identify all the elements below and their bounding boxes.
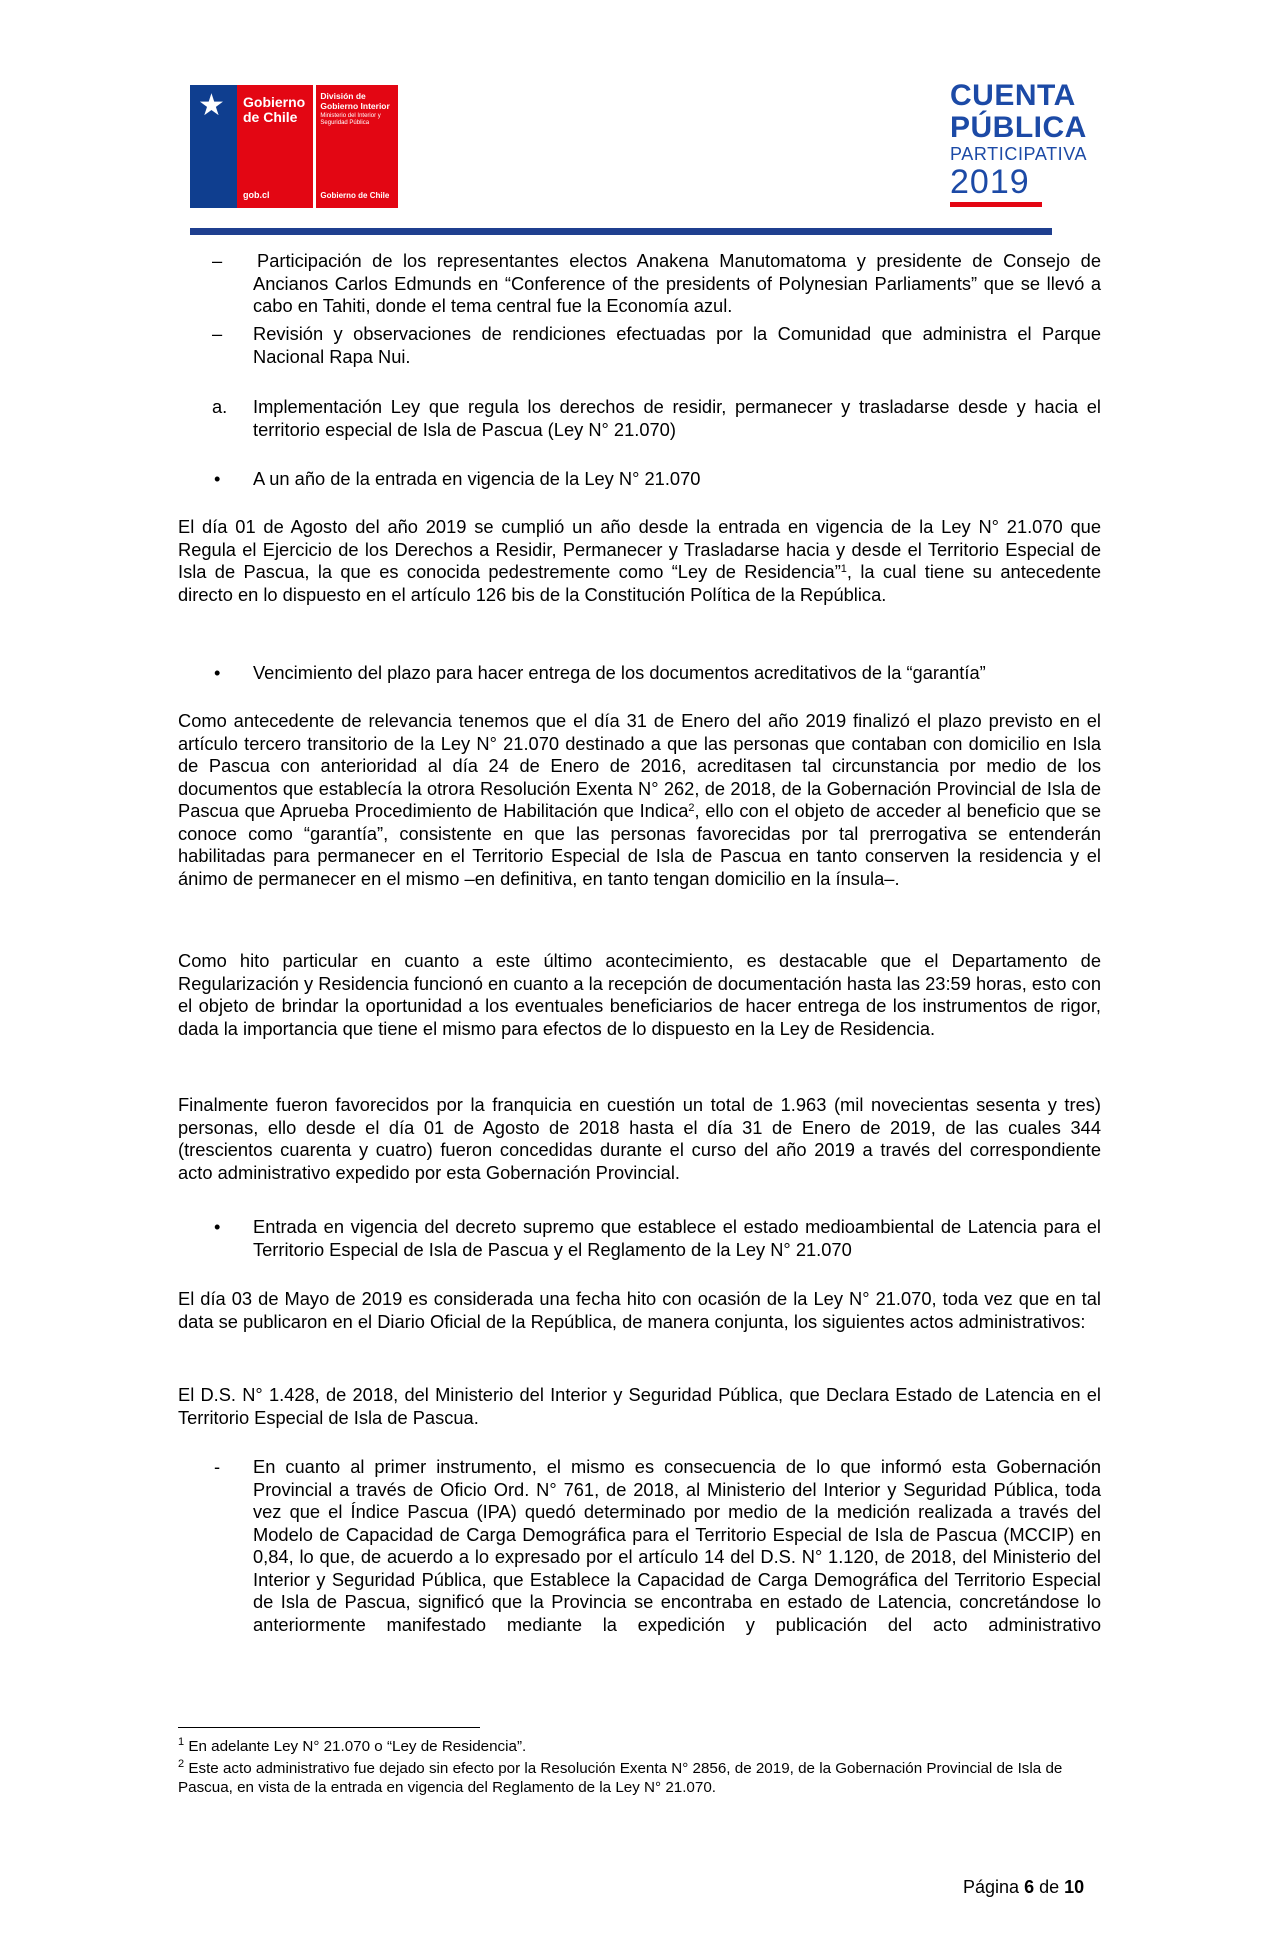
paragraph-2: Como antecedente de relevancia tenemos que el día 31 de Enero del año 2019 finalizó el plazo previsto en el artículo tercero transitorio de la Ley N° 21.070 destinado a que las personas que contaban con domicilio en Isla de Pascua con anterioridad al día 24 de Enero de 2016, acreditasen tal circunstancia por medio de los documentos que establecía la otrora Resolución Exenta N° 262, de 2018, de la Gobernación Provincial de Isla de Pascua que Aprueba Procedimiento de Habilitación que Indica$^2$, ello con el objeto de acceder al beneficio que se conoce como “garantía”, consistente en que las personas favorecidas por tal prerrogativa se entenderán habilitadas para permanecer en el Territorio Especial de Isla de Pascua en tanto conserven la residencia y el ánimo de permanecer en el mismo –en definitiva, en tanto tengan domicilio en la ínsula–. (178, 710, 1101, 889)
paragraph-3: Como hito particular en cuanto a este último acontecimiento, es destacable que el Departamento de Regularización y Residencia funcionó en cuanto a la recepción de documentación hasta las 23:59 horas, esto con el objeto de brindar la oportunidad a los eventuales beneficiarios de hacer entrega de los instrumentos de rigor, dada la importancia que tiene el mismo para efectos de lo dispuesto en la Ley de Residencia. (178, 950, 1101, 1039)
hyphen-item-1: En cuanto al primer instrumento, el mismo es consecuencia de lo que informó esta Gobernación Provincial a través de Oficio Ord. N° 761, de 2018, al Ministerio del Interior y Seguridad Pública, toda vez que el Índice Pascua (IPA) quedó determinado por medio de la medición realizada a través del Modelo de Capacidad de Carga Demográfica para el Territorio Especial de Isla de Pascua (MCCIP) en 0,84, lo que, de acuerdo a lo expresado por el artículo 14 del D.S. N° 1.120, de 2018, del Ministerio del Interior y Seguridad Pública, que Establece la Capacidad de Carga Demográfica del Territorio Especial de Isla de Pascua, significó que la Provincia se encontraba en estado de Latencia, concretándose lo anteriormente manifestado mediante la expedición y publicación del acto administrativo (253, 1456, 1101, 1635)
gobierno-name: Gobierno de Chile (243, 94, 306, 125)
footnote-ref-1: 1 (840, 563, 847, 575)
cuenta-year: 2019 (950, 163, 1030, 201)
bullet-icon: • (214, 1216, 221, 1237)
header-rule-stripes (1010, 228, 1066, 235)
cuenta-line3: PARTICIPATIVA (950, 144, 1088, 164)
cuenta-line1: CUENTA (950, 79, 1076, 112)
gobierno-url: gob.cl (243, 190, 270, 200)
footnote-1: $^1$ En adelante Ley N° 21.070 o “Ley de Residencia”. (178, 1736, 527, 1755)
cuenta-publica-logo (950, 80, 1100, 210)
division-logo (315, 85, 398, 208)
footnote-separator (178, 1727, 480, 1728)
page-number: Página 6 de 10 (963, 1877, 1085, 1897)
bullet-icon: • (214, 468, 221, 489)
hyphen-marker: - (214, 1456, 221, 1477)
gobierno-logo (190, 85, 398, 208)
cuenta-underline (950, 202, 1042, 207)
dash-item-2: Revisión y observaciones de rendiciones efectuadas por la Comunidad que administra el Parque Nacional Rapa Nui. (253, 323, 1101, 367)
division-footer: Gobierno de Chile (320, 191, 390, 200)
dash-marker: – (212, 323, 223, 344)
bullet-icon: • (214, 662, 221, 683)
bullet-heading-1: A un año de la entrada en vigencia de la Ley N° 21.070 (253, 468, 701, 489)
paragraph-5: El día 03 de Mayo de 2019 es considerada una fecha hito con ocasión de la Ley N° 21.070, toda vez que en tal data se publicaron en el Diario Oficial de la República, de manera conjunta, los siguientes actos administrativos: (178, 1288, 1101, 1332)
bullet-heading-2: Vencimiento del plazo para hacer entrega de los documentos acreditativos de la “garantía” (253, 662, 986, 683)
footnote-ref-2: 2 (688, 802, 695, 814)
paragraph-4: Finalmente fueron favorecidos por la franquicia en cuestión un total de 1.963 (mil novecientas sesenta y tres) personas, ello desde el día 01 de Agosto de 2018 hasta el día 31 de Enero de 2019, de las cuales 344 (trescientos cuarenta y cuatro) fueron concedidas durante el curso del año 2019 a través del correspondiente acto administrativo expedido por esta Gobernación Provincial. (178, 1094, 1101, 1183)
dash-marker: – (212, 250, 223, 271)
item-a-marker: a. (212, 396, 228, 417)
footnote-2: $^2$ Este acto administrativo fue dejado sin efecto por la Resolución Exenta N° 2856, de 2019, de la Gobernación Provincial de Isla de Pascua, en vista de la entrada en vigencia del Reglamento de la Ley N° 21.070. (178, 1758, 1063, 1796)
paragraph-1: El día 01 de Agosto del año 2019 se cumplió un año desde la entrada en vigencia de la Ley N° 21.070 que Regula el Ejercicio de los Derechos a Residir, Permanecer y Trasladarse hacia y desde el Territorio Especial de Isla de Pascua, la que es conocida pedestremente como “Ley de Residencia”$^1$, la cual tiene su antecedente directo en lo dispuesto en el artículo 126 bis de la Constitución Política de la República. (178, 516, 1101, 605)
bullet-heading-3: Entrada en vigencia del decreto supremo que establece el estado medioambiental de Latencia para el Territorio Especial de Isla de Pascua y el Reglamento de la Ley N° 21.070 (253, 1216, 1101, 1260)
coat-of-arms-icon: ★ (198, 89, 225, 122)
division-title: División de Gobierno Interior (320, 91, 390, 111)
cuenta-line2: PÚBLICA (950, 111, 1087, 144)
item-a-heading: Implementación Ley que regula los derechos de residir, permanecer y trasladarse desde y hacia el territorio especial de Isla de Pascua (Ley N° 21.070) (253, 396, 1101, 440)
division-subtitle: Ministerio del Interior y Seguridad Pública (320, 113, 381, 126)
header-rule (190, 228, 1052, 235)
paragraph-6: El D.S. N° 1.428, de 2018, del Ministerio del Interior y Seguridad Pública, que Declara Estado de Latencia en el Territorio Especial de Isla de Pascua. (178, 1384, 1101, 1428)
gobierno-logo-main (190, 85, 313, 208)
dash-item-1: Participación de los representantes electos Anakena Manutomatoma y presidente de Consejo de Ancianos Carlos Edmunds en “Conference of the presidents of Polynesian Parliaments” que se llevó a cabo en Tahiti, donde el tema central fue la Economía azul. (253, 250, 1101, 316)
